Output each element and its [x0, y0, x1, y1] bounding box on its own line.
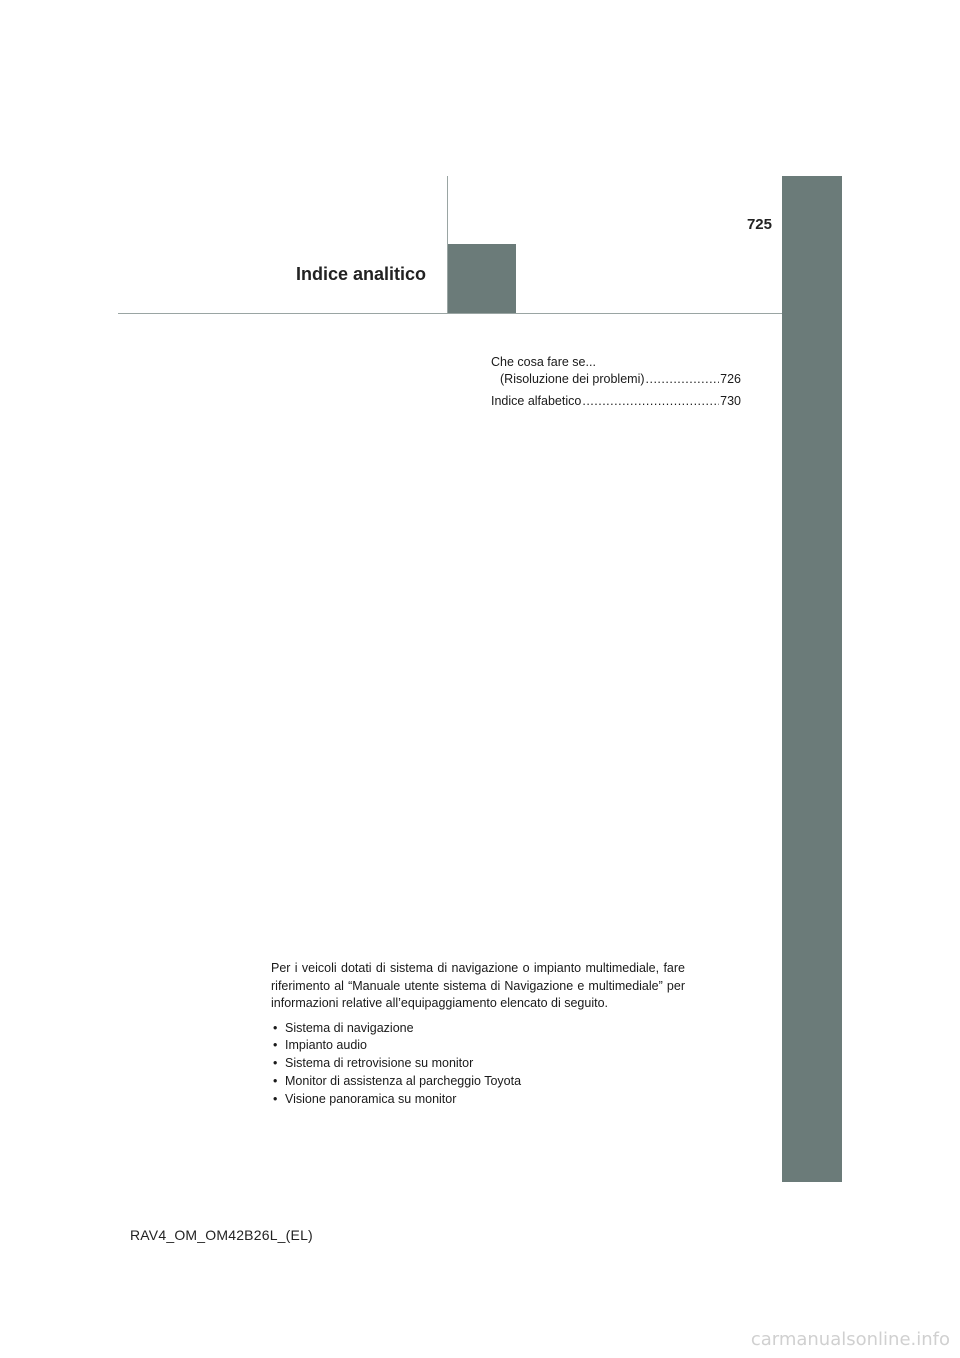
toc-entry-title-continued	[491, 371, 741, 388]
navigation-note	[271, 960, 685, 1108]
list-item-text: Visione panoramica su monitor	[285, 1091, 457, 1106]
header-horizontal-rule	[118, 313, 782, 314]
note-paragraph: Per i veicoli dotati di sistema di navigazione o impianto multimediale, fare riferimento al “Manuale utente sistema di Navigazione e multimediale” per informazioni relative all’equipaggiamento elencato di seguito.	[271, 961, 685, 1010]
toc-entry-title-line1: Che cosa fare se...	[491, 355, 596, 369]
chapter-side-tab	[782, 176, 842, 1182]
bullet-icon: •	[273, 1091, 278, 1106]
header-color-block	[448, 244, 516, 313]
document-code: RAV4_OM_OM42B26L_(EL)	[130, 1227, 313, 1243]
page-number: 725	[746, 216, 772, 233]
toc-leader-dots	[582, 393, 719, 410]
toc-entry-title-line2: (Risoluzione dei problemi)	[500, 372, 645, 386]
toc-leader-dots	[646, 371, 720, 388]
list-item	[271, 1091, 685, 1109]
toc-entry-title	[491, 393, 741, 410]
toc-entry-title	[491, 354, 741, 371]
list-item-text: Sistema di navigazione	[285, 1020, 414, 1035]
toc-entry-alphabetical-index[interactable]	[491, 393, 741, 410]
toc-entry-page: 726	[720, 372, 741, 386]
toc-entry-page: 730	[720, 394, 741, 408]
list-item	[271, 1073, 685, 1091]
list-item-text: Sistema di retrovisione su monitor	[285, 1056, 474, 1071]
list-item	[271, 1037, 685, 1055]
list-item	[271, 1055, 685, 1073]
bullet-icon: •	[273, 1056, 278, 1071]
watermark: carmanualsonline.info	[750, 1329, 950, 1350]
bullet-icon: •	[273, 1073, 278, 1088]
bullet-icon: •	[273, 1038, 278, 1053]
equipment-list	[271, 1020, 685, 1109]
list-item	[271, 1020, 685, 1038]
list-item-text: Impianto audio	[285, 1038, 368, 1053]
toc-entry-troubleshooting[interactable]	[491, 354, 741, 388]
toc-entry-title-line1: Indice alfabetico	[491, 394, 582, 408]
page-title: Indice analitico	[296, 264, 427, 284]
table-of-contents	[491, 354, 741, 415]
bullet-icon: •	[273, 1020, 278, 1035]
list-item-text: Monitor di assistenza al parcheggio Toyota	[285, 1073, 522, 1088]
